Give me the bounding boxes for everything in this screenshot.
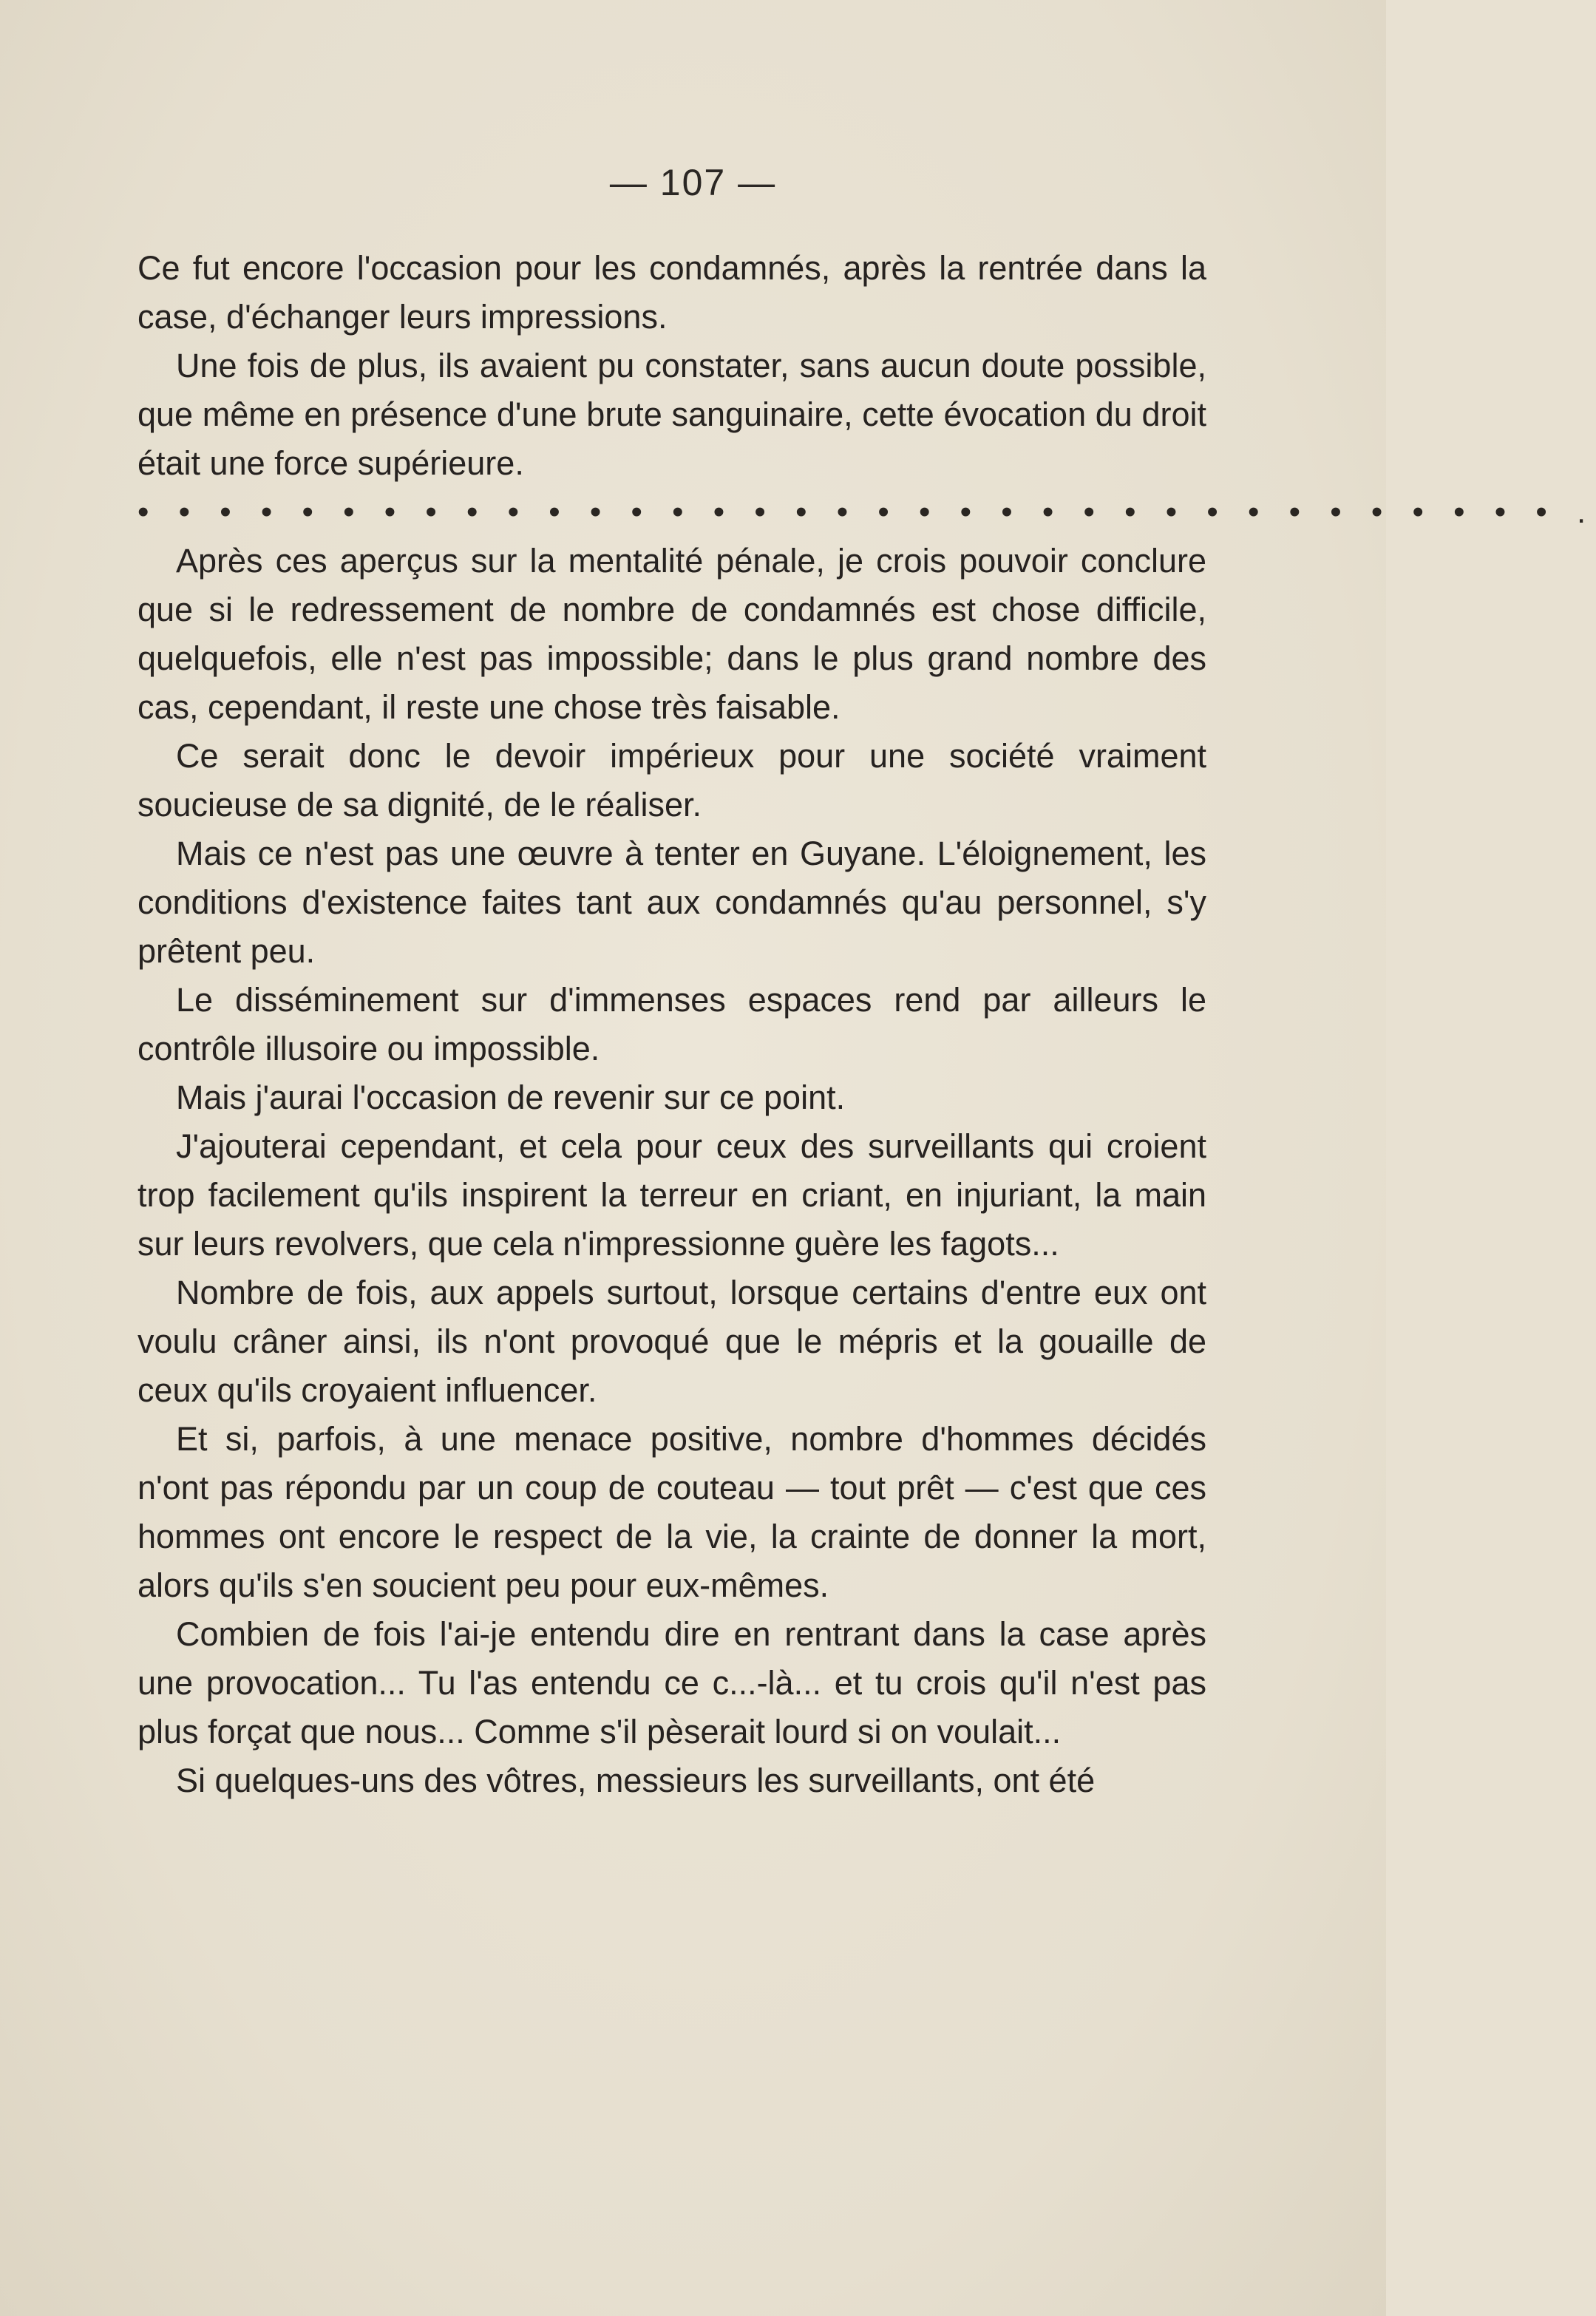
section-separator: • • • • • • • • • • • • • • • • • • • • • • • • • • • • • • • • • • • .: [137, 494, 1596, 530]
paragraph-4: Ce serait donc le devoir impérieux pour une société vraiment soucieuse de sa dignité, de le réaliser.: [137, 737, 1206, 823]
body-text: [137, 244, 1596, 1805]
paragraph-2: Une fois de plus, ils avaient pu constater, sans aucun doute possible, que même en présence d'une brute sanguinaire, cette évocation du droit était une force supérieure.: [137, 347, 1206, 482]
paragraph-5: Mais ce n'est pas une œuvre à tenter en Guyane. L'éloignement, les conditions d'existence faites tant aux condamnés qu'au personnel, s'y prêtent peu.: [137, 835, 1206, 970]
paragraph-3: Après ces aperçus sur la mentalité pénale, je crois pouvoir conclure que si le redressement de nombre de condamnés est chose difficile, quelquefois, elle n'est pas impossible; dans le plus grand nombre des cas, cependant, il reste une chose très faisable.: [137, 542, 1206, 726]
paragraph-9: Nombre de fois, aux appels surtout, lorsque certains d'entre eux ont voulu crâner ainsi, ils n'ont provoqué que le mépris et la gouaille de ceux qu'ils croyaient influencer.: [137, 1274, 1206, 1409]
paragraph-12: Si quelques-uns des vôtres, messieurs les surveillants, ont été: [176, 1762, 1096, 1799]
paragraph-10: Et si, parfois, à une menace positive, nombre d'hommes décidés n'ont pas répondu par un coup de couteau — tout prêt — c'est que ces hommes ont encore le respect de la vie, la crainte de donner la mort, alors qu'ils s'en soucient peu pour eux-mêmes.: [137, 1420, 1206, 1604]
paragraph-1: Ce fut encore l'occasion pour les condamnés, après la rentrée dans la case, d'échanger leurs impressions.: [137, 249, 1206, 336]
paragraph-8: J'ajouterai cependant, et cela pour ceux des surveillants qui croient trop facilement qu'ils inspirent la terreur en criant, en injuriant, la main sur leurs revolvers, que cela n'impressionne guère les fagots...: [137, 1127, 1206, 1263]
paragraph-7: Mais j'aurai l'occasion de revenir sur ce point.: [176, 1079, 846, 1116]
paragraph-11: Combien de fois l'ai-je entendu dire en rentrant dans la case après une provocation... Tu l'as entendu ce c...-là... et tu crois qu'il n'est pas plus forçat que nous... Comme s'il pèserait lourd si on voulait...: [137, 1615, 1206, 1750]
paragraph-6: Le disséminement sur d'immenses espaces rend par ailleurs le contrôle illusoire ou impossible.: [137, 981, 1206, 1067]
page-number: — 107 —: [609, 162, 777, 203]
